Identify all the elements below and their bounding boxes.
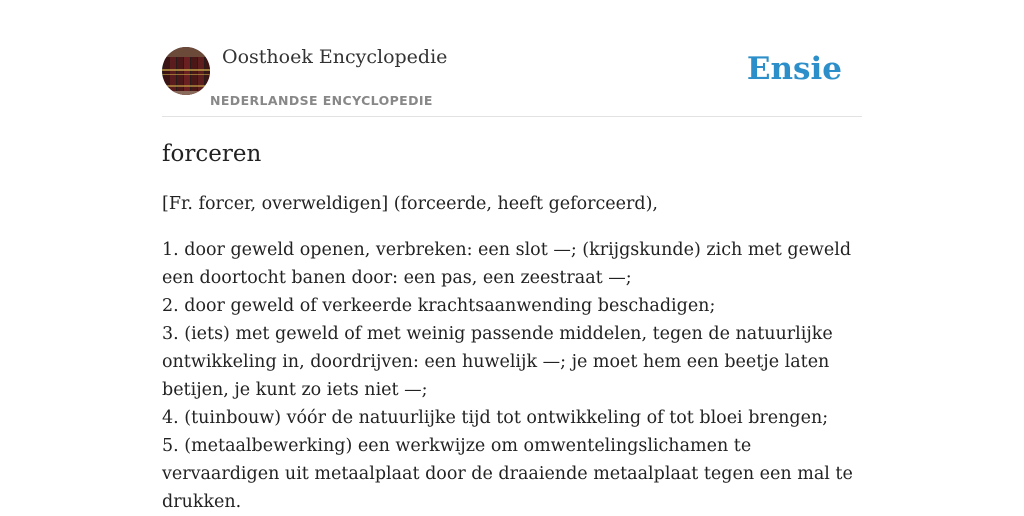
site-title[interactable]: Oosthoek Encyclopedie xyxy=(222,46,448,68)
site-subtitle: NEDERLANDSE ENCYCLOPEDIE xyxy=(210,93,433,108)
definition-item: 2. door geweld of verkeerde krachtsaanwending beschadigen; xyxy=(162,296,716,316)
entry-content xyxy=(162,138,862,516)
entry-definitions xyxy=(162,236,862,516)
definition-item: 3. (iets) met geweld of met weinig passende middelen, tegen de natuurlijke ontwikkeling in, doordrijven: een huwelijk —; je moet hem een beetje laten betijen, je kunt zo iets niet —; xyxy=(162,324,833,400)
site-header xyxy=(162,46,862,117)
definition-item: 4. (tuinbouw) vóór de natuurlijke tijd tot ontwikkeling of tot bloei brengen; xyxy=(162,408,829,428)
definition-item: 5. (metaalbewerking) een werkwijze om omwentelingslichamen te vervaardigen uit metaalplaat door de draaiende metaalplaat tegen een mal te drukken. xyxy=(162,436,853,512)
definition-item: 1. door geweld openen, verbreken: een slot —; (krijgskunde) zich met geweld een doortocht banen door: een pas, een zeestraat —; xyxy=(162,240,852,288)
ensie-logo-link[interactable]: Ensie xyxy=(746,51,842,87)
books-icon xyxy=(162,47,210,95)
entry-etymology: [Fr. forcer, overweldigen] (forceerde, heeft geforceerd), xyxy=(162,194,658,214)
entry-headword: forceren xyxy=(162,141,262,167)
encyclopedia-books-avatar[interactable] xyxy=(162,47,210,95)
